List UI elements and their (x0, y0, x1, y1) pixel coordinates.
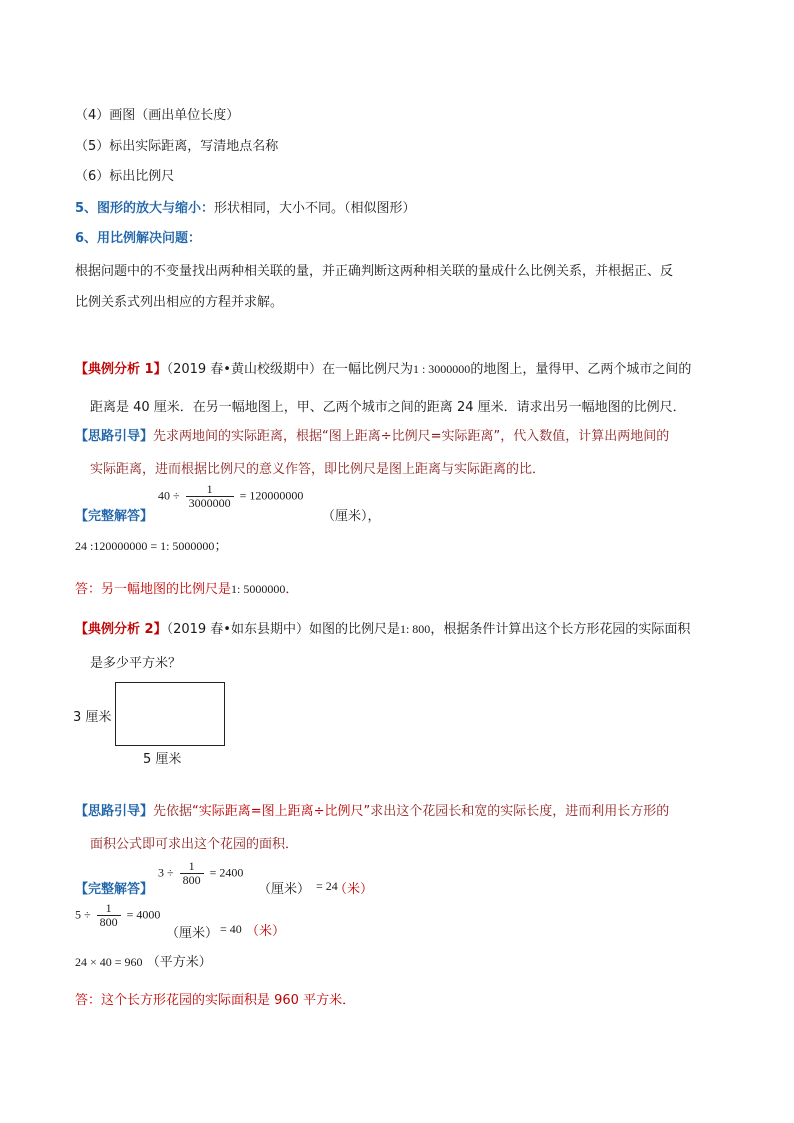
e2-eq2-left: 5 ÷ (75, 907, 91, 922)
section-6-line1: 根据问题中的不变量找出两种相关联的量，并正确判断这两种相关联的量成什么比例关系，并根据正、反 (75, 264, 674, 279)
e2-eq3-expression: 24 × 40 = 960 (75, 955, 143, 969)
e2-eq1-fraction (180, 860, 204, 887)
step-4: （4）画图（画出单位长度） (75, 108, 240, 123)
example-2-eq1-unit2: （米） (334, 882, 374, 897)
conclusion-end: ． (285, 582, 299, 597)
step-6: （6）标出比例尺 (75, 169, 175, 184)
eq1-right: = 120000000 (239, 488, 304, 503)
example-2-question-line2: 是多少平方米？ (90, 656, 182, 671)
eq2-expression: 24 :120000000 = 1: 5000000 (75, 539, 215, 553)
example-2-hint1c: 求出这个花园长和宽的实际长度，进而利用长方形的 (370, 804, 670, 819)
example-1-hint1: 先求两地间的实际距离，根据“图上距离÷比例尺=实际距离”，代入数值，计算出两地间的 (153, 429, 670, 444)
example-1-equation-2 (75, 535, 227, 554)
example-1-scale: 1 : 3000000 (412, 362, 471, 376)
example-2-conclusion: 答：这个长方形花园的实际面积是 960 平方米． (75, 993, 356, 1008)
e2-eq2-denominator: 800 (99, 915, 118, 929)
example-1-question-line2: 距离是 40 厘米．在另一幅地图上，甲、乙两个城市之间的距离 24 厘米．请求出另一幅地图的比例尺． (90, 400, 686, 415)
example-2-hint-line2: 面积公式即可求出这个花园的面积． (90, 837, 299, 852)
example-2-hint-label: 【思路引导】 (75, 804, 154, 819)
section-5 (75, 197, 416, 216)
eq1-left: 40 ÷ (158, 488, 180, 503)
example-1-label: 【典例分析 1】 (75, 362, 167, 377)
example-2-eq2-unit: （厘米） (166, 926, 219, 941)
example-2-hint1b: “实际距离=图上距离÷比例尺” (192, 804, 371, 819)
eq1-fraction (186, 483, 234, 510)
example-2-scale: 1: 800 (399, 622, 431, 636)
example-2-answer-label: 【完整解答】 (75, 882, 154, 897)
example-2-hint-line1 (75, 800, 669, 819)
example-2-question-line1 (75, 618, 690, 637)
e2-eq1-left: 3 ÷ (158, 865, 174, 880)
example-1-q1a: （2019 春•黄山校级期中）在一幅比例尺为 (166, 362, 413, 377)
section-5-text: 形状相同，大小不同。（相似图形） (214, 201, 416, 216)
example-1-hint-line2: 实际距离，进而根据比例尺的意义作答，即比例尺是图上距离与实际距离的比． (90, 462, 546, 477)
example-1-hint-label: 【思路引导】 (75, 429, 154, 444)
rectangle-side-label: 3 厘米 (73, 710, 112, 725)
example-1-answer-label: 【完整解答】 (75, 509, 154, 524)
conclusion-text: 答：另一幅地图的比例尺是 (75, 582, 232, 597)
example-1-question-line1 (75, 358, 691, 377)
step-5: （5）标出实际距离，写清地点名称 (75, 139, 279, 154)
e2-eq2-numerator: 1 (97, 902, 121, 916)
e2-eq1-right: = 2400 (209, 865, 244, 880)
e2-eq2-fraction (97, 902, 121, 929)
example-1-hint-line1 (75, 425, 669, 444)
example-1-q1b: 的地图上，量得甲、乙两个城市之间的 (470, 362, 692, 377)
garden-rectangle (115, 682, 225, 746)
eq2-end: ； (214, 539, 228, 554)
example-2-equation-3 (75, 951, 212, 970)
example-2-eq1-unit: （厘米） (258, 882, 311, 897)
rectangle-bottom-label: 5 厘米 (143, 752, 182, 767)
section-6-heading: 6、用比例解决问题： (75, 231, 202, 246)
section-6-line2: 比例关系式列出相应的方程并求解。 (75, 295, 284, 310)
section-5-heading: 5、图形的放大与缩小： (75, 201, 215, 216)
example-2-eq2-unit2: （米） (246, 924, 286, 939)
example-2-equation-1 (158, 860, 243, 887)
example-2-label: 【典例分析 2】 (75, 622, 167, 637)
e2-eq2-right: = 4000 (126, 907, 161, 922)
e2-eq1-denominator: 800 (182, 873, 201, 887)
example-2-hint1a: 先依据 (153, 804, 193, 819)
example-2-eq2-conv: = 40 (220, 922, 242, 936)
example-1-conclusion (75, 578, 298, 597)
example-1-equation-1 (158, 483, 303, 510)
e2-eq3-unit: （平方米） (146, 955, 212, 970)
example-2-equation-2 (75, 902, 160, 929)
example-2-q1b: ，根据条件计算出这个长方形花园的实际面积 (430, 622, 691, 637)
eq1-denominator: 3000000 (188, 496, 231, 510)
e2-eq1-numerator: 1 (180, 860, 204, 874)
conclusion-scale: 1: 5000000 (231, 582, 286, 596)
example-2-q1a: （2019 春•如东县期中）如图的比例尺是 (166, 622, 400, 637)
example-2-eq1-conv: = 24 (316, 879, 338, 893)
example-1-eq1-unit: （厘米）， (322, 509, 381, 524)
eq1-numerator: 1 (186, 483, 234, 497)
